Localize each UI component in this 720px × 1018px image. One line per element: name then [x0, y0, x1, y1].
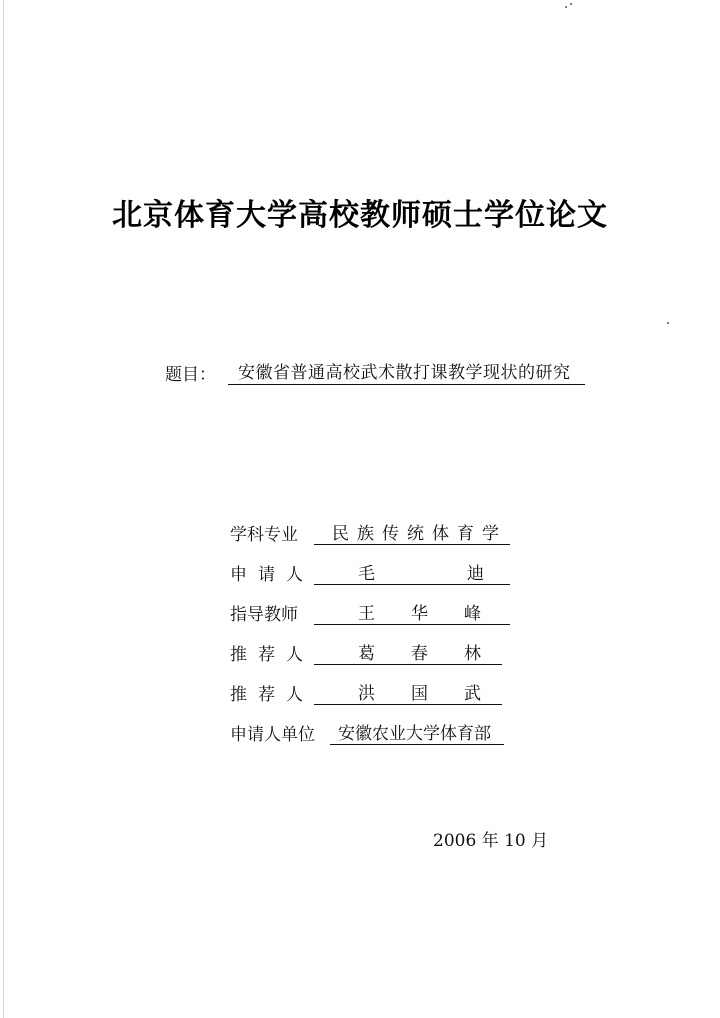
applicant-label: 申请人 — [230, 565, 314, 585]
applicant-value — [314, 560, 510, 585]
unit-value — [330, 720, 504, 745]
major-char: 体 — [432, 524, 449, 544]
supervisor-value — [314, 600, 510, 625]
major-char: 民 — [332, 524, 349, 544]
major-char: 统 — [407, 524, 424, 544]
topic-label: 题目： — [165, 365, 216, 385]
supervisor-label: 指导教师 — [230, 605, 298, 625]
topic-line — [165, 358, 585, 385]
supervisor-char: 王 — [358, 604, 375, 624]
scan-speck — [667, 322, 669, 324]
recommender-char: 葛 — [358, 644, 375, 664]
applicant-char: 毛 — [358, 564, 375, 584]
recommender-label: 推荐人 — [230, 685, 314, 705]
scan-speck — [570, 3, 572, 5]
thesis-title: 北京体育大学高校教师硕士学位论文 — [112, 198, 608, 233]
page-edge — [3, 0, 4, 1018]
unit-text: 安徽农业大学体育部 — [338, 724, 491, 744]
recommender-char: 林 — [464, 644, 481, 664]
recommender-char: 洪 — [358, 684, 375, 704]
major-label: 学科专业 — [230, 525, 298, 545]
applicant-char: 迪 — [467, 564, 484, 584]
scan-speck — [565, 6, 567, 8]
major-char: 族 — [357, 524, 374, 544]
major-value — [314, 520, 510, 545]
major-char: 传 — [382, 524, 399, 544]
recommender-char: 国 — [411, 684, 428, 704]
unit-label: 申请人单位 — [230, 725, 315, 745]
topic-value: 安徽省普通高校武术散打课教学现状的研究 — [228, 358, 585, 385]
major-char: 学 — [482, 524, 499, 544]
date: 2006 年 10 月 — [433, 831, 549, 851]
recommender-char: 武 — [464, 684, 481, 704]
major-char: 育 — [457, 524, 474, 544]
supervisor-char: 华 — [411, 604, 428, 624]
recommender-value — [314, 680, 502, 705]
supervisor-char: 峰 — [464, 604, 481, 624]
recommender-value — [314, 640, 502, 665]
recommender-label: 推荐人 — [230, 645, 314, 665]
recommender-char: 春 — [411, 644, 428, 664]
